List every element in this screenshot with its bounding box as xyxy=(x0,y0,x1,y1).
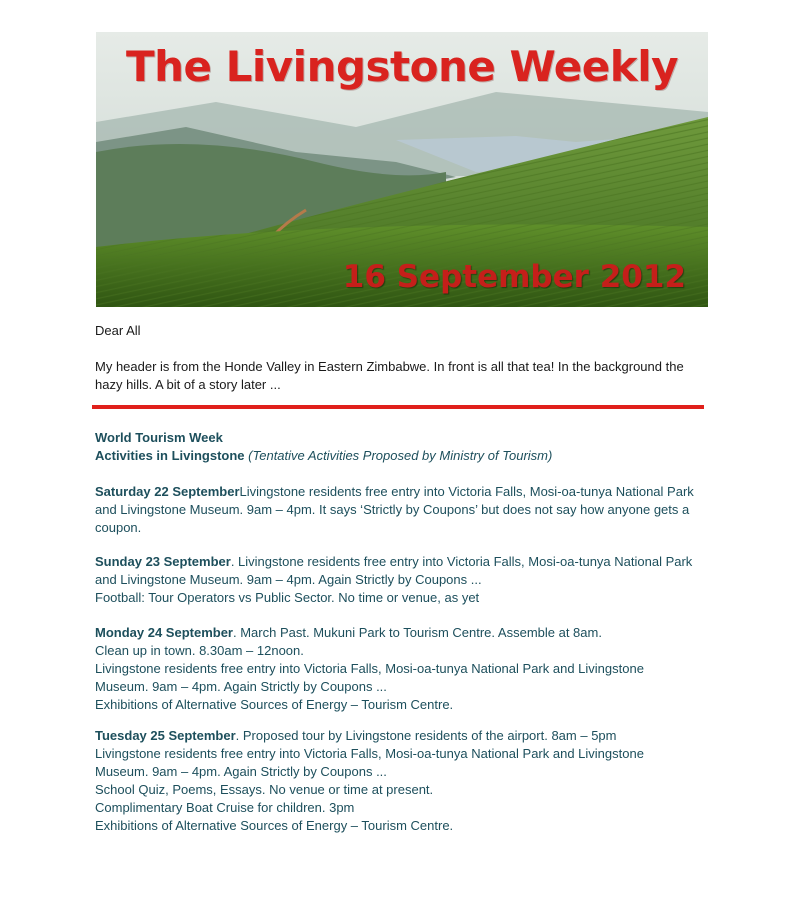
day-line xyxy=(95,553,710,571)
day-block-saturday xyxy=(95,483,710,537)
day-line: Clean up in town. 8.30am – 12noon. xyxy=(95,643,304,658)
day-text: . Proposed tour by Livingstone residents of the airport. 8am – 5pm xyxy=(235,728,617,743)
intro-paragraph: My header is from the Honde Valley in Eastern Zimbabwe. In front is all that tea! In the background the hazy hills. A bit of a story later ... xyxy=(95,359,684,392)
day-line xyxy=(95,727,710,745)
day-block-monday xyxy=(95,624,710,714)
day-line xyxy=(95,624,710,642)
section-title: World Tourism Week xyxy=(95,430,223,445)
day-line: Museum. 9am – 4pm. Again Strictly by Coupons ... xyxy=(95,764,387,779)
day-text: . March Past. Mukuni Park to Tourism Centre. Assemble at 8am. xyxy=(233,625,602,640)
subtitle-note: (Tentative Activities Proposed by Ministry of Tourism) xyxy=(248,448,553,463)
day-line: Museum. 9am – 4pm. Again Strictly by Coupons ... xyxy=(95,679,387,694)
red-divider xyxy=(92,405,704,409)
day-text: . Livingstone residents free entry into Victoria Falls, Mosi-oa-tunya National Park xyxy=(230,554,693,569)
day-line: Football: Tour Operators vs Public Sector. No time or venue, as yet xyxy=(95,590,480,605)
day-line: Livingstone residents free entry into Victoria Falls, Mosi-oa-tunya National Park and Livingstone xyxy=(95,746,644,761)
day-line xyxy=(95,483,710,501)
day-line: Exhibitions of Alternative Sources of Energy – Tourism Centre. xyxy=(95,697,454,712)
section-subtitle xyxy=(95,447,710,465)
day-title: Sunday 23 September xyxy=(95,554,231,569)
day-text: Livingstone residents free entry into Victoria Falls, Mosi-oa-tunya National Park xyxy=(239,484,694,499)
section-heading xyxy=(95,429,710,465)
day-title: Tuesday 25 September xyxy=(95,728,236,743)
issue-date: 16 September 2012 xyxy=(342,259,686,295)
day-block-sunday xyxy=(95,553,710,607)
day-line: and Livingstone Museum. 9am – 4pm. Again Strictly by Coupons ... xyxy=(95,572,482,587)
day-title: Saturday 22 September xyxy=(95,484,240,499)
day-line: Exhibitions of Alternative Sources of Energy – Tourism Centre. xyxy=(95,818,454,833)
day-line: coupon. xyxy=(95,520,142,535)
day-line: Complimentary Boat Cruise for children. 3pm xyxy=(95,800,355,815)
header-banner xyxy=(96,32,708,307)
day-block-tuesday xyxy=(95,727,710,835)
day-title: Monday 24 September xyxy=(95,625,233,640)
day-line: Livingstone residents free entry into Victoria Falls, Mosi-oa-tunya National Park and Livingstone xyxy=(95,661,644,676)
day-line: and Livingstone Museum. 9am – 4pm. It says ‘Strictly by Coupons’ but does not say how anyone gets a xyxy=(95,502,690,517)
subtitle-main: Activities in Livingstone xyxy=(95,448,245,463)
newsletter-title: The Livingstone Weekly xyxy=(125,42,678,91)
day-line: School Quiz, Poems, Essays. No venue or time at present. xyxy=(95,782,434,797)
greeting: Dear All xyxy=(95,323,141,338)
